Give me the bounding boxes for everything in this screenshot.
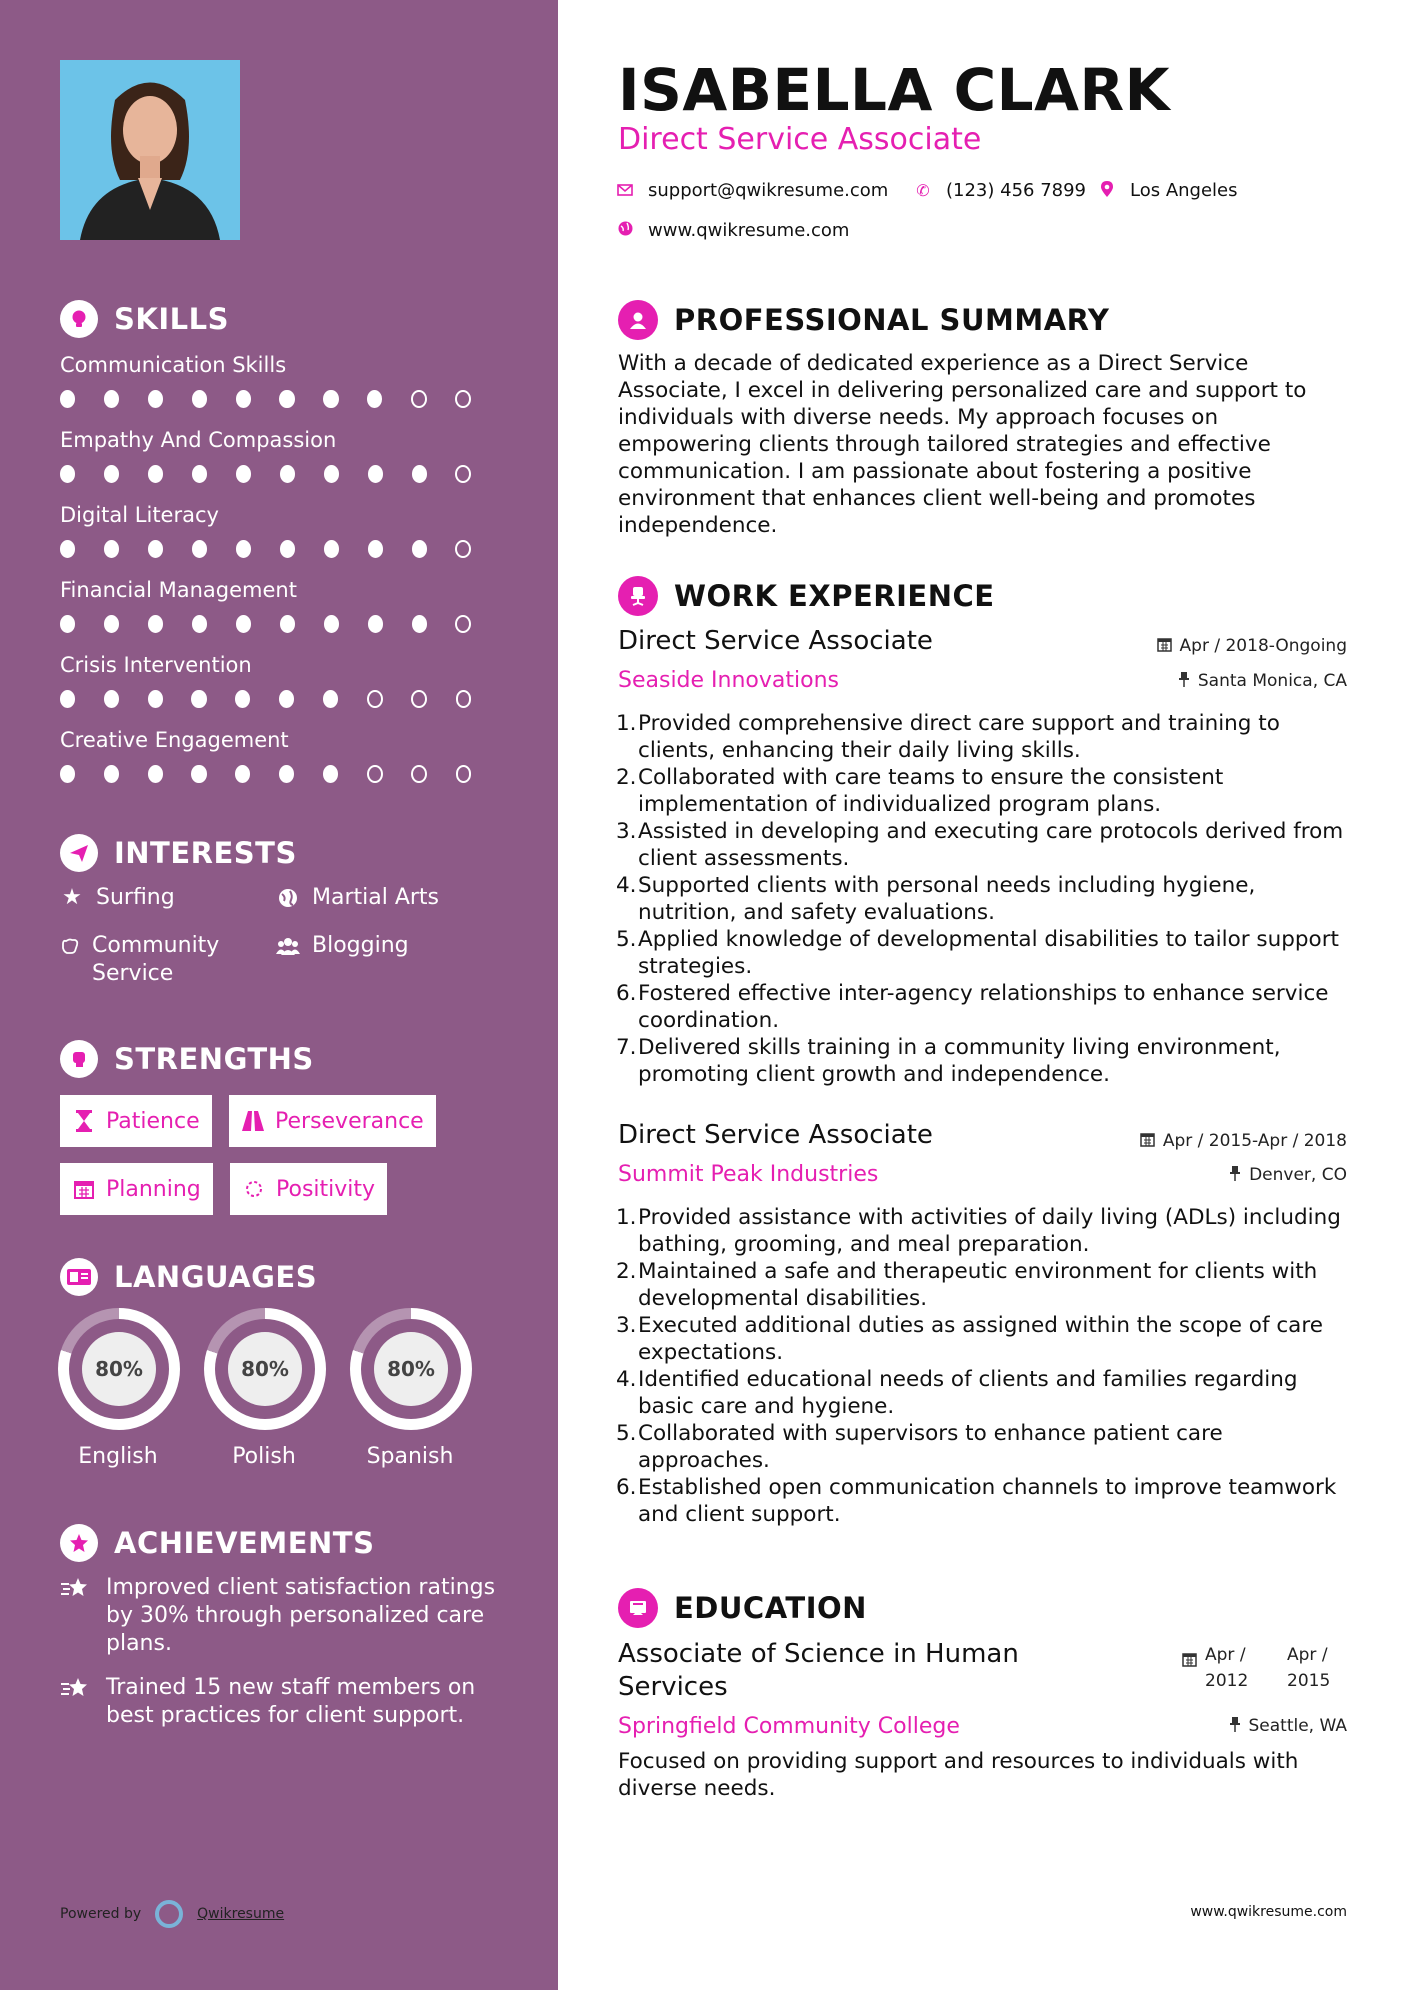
responsibility-item <box>616 1420 1356 1474</box>
candidate-title: Direct Service Associate <box>618 122 982 157</box>
profile-photo <box>60 60 240 240</box>
contact-website[interactable]: www.qwikresume.com <box>616 220 849 241</box>
skill-name: Empathy And Compassion <box>60 428 337 452</box>
user-icon <box>618 300 658 340</box>
job-responsibilities <box>616 1204 1356 1528</box>
rating-dot-filled <box>412 615 427 633</box>
contact-location: Los Angeles <box>1098 180 1238 201</box>
education-location: Seattle, WA <box>1229 1716 1348 1736</box>
footer-url[interactable]: www.qwikresume.com <box>1190 1904 1347 1920</box>
rating-dot-filled <box>323 765 338 783</box>
rating-dot-filled <box>191 765 206 783</box>
achievement-item: Improved client satisfaction ratings by 30% through personalized care plans. <box>60 1574 500 1658</box>
sidebar <box>0 0 558 1990</box>
item-text: Maintained a safe and therapeutic environment for clients with developmental disabilities. <box>638 1259 1318 1311</box>
skill-rating <box>60 465 500 483</box>
skill-rating <box>60 690 500 708</box>
rating-dot-filled <box>60 465 75 483</box>
pushpin-icon <box>1178 672 1190 691</box>
strength-chip: Perseverance <box>229 1095 436 1147</box>
rating-dot-filled <box>148 690 163 708</box>
rating-dot-filled <box>324 615 339 633</box>
item-text: Assisted in developing and executing care protocols derived from client assessments. <box>638 819 1344 871</box>
interest-item: Community Service <box>60 932 260 988</box>
item-text: Delivered skills training in a community living environment, promoting client growth and independence. <box>638 1035 1281 1087</box>
skill-name: Crisis Intervention <box>60 653 252 677</box>
rating-dot-filled <box>235 690 250 708</box>
rating-dot-filled <box>412 540 427 558</box>
skill-name: Creative Engagement <box>60 728 289 752</box>
hourglass-icon <box>72 1110 96 1132</box>
strength-chip: Positivity <box>230 1163 387 1215</box>
globe-icon <box>276 884 300 912</box>
responsibility-item <box>616 1034 1356 1088</box>
rating-dot-filled <box>148 765 163 783</box>
calendar-icon <box>1182 1652 1197 1671</box>
rating-dot-empty <box>456 765 472 783</box>
item-number: 4. <box>616 1367 637 1392</box>
languages-heading: LANGUAGES <box>60 1258 317 1296</box>
rating-dot-empty <box>411 390 427 408</box>
interest-item: Blogging <box>276 932 409 960</box>
rating-dot-filled <box>191 690 206 708</box>
rating-dot-filled <box>60 615 75 633</box>
strength-chip: Planning <box>60 1163 213 1215</box>
skill-name: Financial Management <box>60 578 297 602</box>
rating-dot-filled <box>279 690 294 708</box>
rating-dot-filled <box>280 615 295 633</box>
item-text: Provided assistance with activities of daily living (ADLs) including bathing, grooming, and meal preparation. <box>638 1205 1341 1257</box>
shooting-star-icon <box>60 1574 94 1658</box>
education-description: Focused on providing support and resources to individuals with diverse needs. <box>618 1749 1299 1801</box>
rating-dot-empty <box>455 615 471 633</box>
office-chair-icon <box>618 576 658 616</box>
sun-icon <box>242 1178 266 1200</box>
rating-dot-empty <box>456 690 472 708</box>
shooting-star-icon <box>60 1674 94 1730</box>
responsibility-item <box>616 926 1356 980</box>
language-ring: 80% <box>204 1308 326 1430</box>
rating-dot-filled <box>148 615 163 633</box>
job-location: Denver, CO <box>1229 1165 1347 1185</box>
summary-heading: PROFESSIONAL SUMMARY <box>618 300 1109 340</box>
rating-dot-filled <box>104 615 119 633</box>
calendar-icon <box>72 1179 96 1199</box>
skill-row <box>60 352 500 408</box>
skill-row <box>60 577 500 633</box>
rating-dot-filled <box>367 390 382 408</box>
job-title: Direct Service Associate <box>618 1120 933 1150</box>
item-text: Established open communication channels to improve teamwork and client support. <box>638 1475 1337 1527</box>
rating-dot-filled <box>279 765 294 783</box>
item-text: Provided comprehensive direct care support and training to clients, enhancing their daily living skills. <box>638 711 1280 763</box>
rating-dot-filled <box>324 465 339 483</box>
qwikresume-link[interactable]: Qwikresume <box>197 1906 285 1922</box>
company-name: Seaside Innovations <box>618 668 839 693</box>
item-number: 1. <box>616 711 637 736</box>
responsibility-item <box>616 818 1356 872</box>
envelope-icon <box>616 181 634 200</box>
rating-dot-filled <box>192 465 207 483</box>
rating-dot-filled <box>236 390 251 408</box>
item-text: Supported clients with personal needs including hygiene, nutrition, and safety evaluations. <box>638 873 1256 925</box>
skill-row <box>60 652 500 708</box>
rating-dot-filled <box>236 615 251 633</box>
rating-dot-filled <box>192 540 207 558</box>
qwikresume-logo <box>155 1900 183 1928</box>
job-title: Direct Service Associate <box>618 626 933 656</box>
rating-dot-filled <box>280 465 295 483</box>
degree-title: Associate of Science in Human Services <box>618 1639 1019 1702</box>
item-number: 3. <box>616 819 637 844</box>
strengths-heading: STRENGTHS <box>60 1040 314 1078</box>
item-text: Fostered effective inter-agency relationships to enhance service coordination. <box>638 981 1329 1033</box>
job-location: Santa Monica, CA <box>1178 671 1347 691</box>
item-text: Collaborated with care teams to ensure the consistent implementation of individualized program plans. <box>638 765 1224 817</box>
item-number: 2. <box>616 765 637 790</box>
rating-dot-filled <box>104 540 119 558</box>
skill-name: Communication Skills <box>60 353 287 377</box>
responsibility-item <box>616 764 1356 818</box>
rating-dot-filled <box>279 390 294 408</box>
responsibility-item <box>616 1258 1356 1312</box>
job-dates: Apr / 2015-Apr / 2018 <box>1140 1131 1347 1151</box>
item-number: 1. <box>616 1205 637 1230</box>
paper-plane-icon <box>60 834 98 872</box>
strength-chip: Patience <box>60 1095 212 1147</box>
fist-icon <box>60 1040 98 1078</box>
rating-dot-filled <box>412 465 427 483</box>
rating-dot-filled <box>60 765 75 783</box>
rating-dot-filled <box>60 690 75 708</box>
phone-icon: ✆ <box>916 181 930 200</box>
rating-dot-filled <box>236 465 251 483</box>
language-ring: 80% <box>350 1308 472 1430</box>
school-name: Springfield Community College <box>618 1714 960 1739</box>
skill-rating <box>60 390 500 408</box>
responsibility-item <box>616 1474 1356 1528</box>
item-text: Collaborated with supervisors to enhance patient care approaches. <box>638 1421 1223 1473</box>
skill-row <box>60 427 500 483</box>
language-ring: 80% <box>58 1308 180 1430</box>
item-text: Identified educational needs of clients and families regarding basic care and hygiene. <box>638 1367 1298 1419</box>
main-content <box>558 0 1407 1990</box>
skill-rating <box>60 765 500 783</box>
rating-dot-empty <box>455 465 471 483</box>
rating-dot-filled <box>235 765 250 783</box>
education-dates: Apr / 2012 Apr / 2015 <box>1182 1642 1347 1694</box>
achievement-item: Trained 15 new staff members on best practices for client support. <box>60 1674 500 1730</box>
education-heading: EDUCATION <box>618 1588 867 1628</box>
item-number: 6. <box>616 1475 637 1500</box>
skill-name: Digital Literacy <box>60 503 219 527</box>
contact-email[interactable]: support@qwikresume.com <box>616 180 888 201</box>
skills-heading: SKILLS <box>60 300 229 338</box>
rating-dot-filled <box>324 540 339 558</box>
rating-dot-empty <box>411 690 427 708</box>
rating-dot-filled <box>60 390 75 408</box>
responsibility-item <box>616 872 1356 926</box>
rating-dot-filled <box>104 390 119 408</box>
rating-dot-filled <box>192 615 207 633</box>
item-number: 7. <box>616 1035 637 1060</box>
pushpin-icon <box>1229 1166 1241 1185</box>
summary-text: With a decade of dedicated experience as a Direct Service Associate, I excel in delivering personalized care and support to individuals with diverse needs. My approach focuses on empowering clients through tailored strategies and effective communication. I am passionate about fostering a positive environment that enhances client well-being and promotes independence. <box>618 351 1307 538</box>
job-responsibilities <box>616 710 1356 1088</box>
experience-heading: WORK EXPERIENCE <box>618 576 995 616</box>
badge-star-icon <box>60 1524 98 1562</box>
rating-dot-filled <box>104 465 119 483</box>
road-icon <box>241 1111 265 1131</box>
responsibility-item <box>616 1204 1356 1258</box>
item-number: 5. <box>616 1421 637 1446</box>
company-name: Summit Peak Industries <box>618 1162 879 1187</box>
rating-dot-empty <box>367 690 383 708</box>
responsibility-item <box>616 1366 1356 1420</box>
lightbulb-icon <box>60 300 98 338</box>
achievements-heading: ACHIEVEMENTS <box>60 1524 374 1562</box>
skill-row <box>60 727 500 783</box>
responsibility-item <box>616 710 1356 764</box>
interest-item: ★ Surfing <box>60 884 175 912</box>
rating-dot-filled <box>368 540 383 558</box>
rating-dot-empty <box>411 765 427 783</box>
candidate-name: ISABELLA CLARK <box>618 56 1171 124</box>
rating-dot-filled <box>368 465 383 483</box>
rating-dot-empty <box>367 765 383 783</box>
language-icon <box>60 1258 98 1296</box>
responsibility-item <box>616 1312 1356 1366</box>
rating-dot-filled <box>104 765 119 783</box>
map-pin-icon <box>1098 181 1116 201</box>
responsibility-item <box>616 980 1356 1034</box>
item-text: Applied knowledge of developmental disabilities to tailor support strategies. <box>638 927 1339 979</box>
rating-dot-filled <box>323 690 338 708</box>
skill-rating <box>60 615 500 633</box>
item-text: Executed additional duties as assigned within the scope of care expectations. <box>638 1313 1323 1365</box>
rating-dot-filled <box>323 390 338 408</box>
item-number: 3. <box>616 1313 637 1338</box>
star-icon: ★ <box>62 885 82 910</box>
item-number: 2. <box>616 1259 637 1284</box>
calendar-icon <box>1157 637 1172 656</box>
language-english: 80% English <box>58 1308 178 1469</box>
rating-dot-filled <box>148 465 163 483</box>
rating-dot-empty <box>455 540 471 558</box>
item-number: 5. <box>616 927 637 952</box>
rating-dot-filled <box>148 540 163 558</box>
pushpin-icon <box>1229 1717 1241 1736</box>
skill-row <box>60 502 500 558</box>
hand-icon <box>60 932 80 960</box>
graduation-icon <box>618 1588 658 1628</box>
interest-item: Martial Arts <box>276 884 439 912</box>
interests-heading: INTERESTS <box>60 834 297 872</box>
calendar-icon <box>1140 1132 1155 1151</box>
item-number: 4. <box>616 873 637 898</box>
rating-dot-filled <box>236 540 251 558</box>
contact-phone[interactable]: ✆ (123) 456 7899 <box>914 180 1086 201</box>
rating-dot-filled <box>368 615 383 633</box>
rating-dot-filled <box>104 690 119 708</box>
globe-icon <box>616 221 634 240</box>
skill-rating <box>60 540 500 558</box>
rating-dot-filled <box>280 540 295 558</box>
item-number: 6. <box>616 981 637 1006</box>
language-polish: 80% Polish <box>204 1308 324 1469</box>
powered-by: Powered by Qwikresume <box>60 1900 284 1928</box>
users-icon <box>276 932 300 960</box>
language-spanish: 80% Spanish <box>350 1308 470 1469</box>
job-dates: Apr / 2018-Ongoing <box>1157 636 1347 656</box>
rating-dot-filled <box>148 390 163 408</box>
rating-dot-empty <box>455 390 471 408</box>
rating-dot-filled <box>192 390 207 408</box>
rating-dot-filled <box>60 540 75 558</box>
